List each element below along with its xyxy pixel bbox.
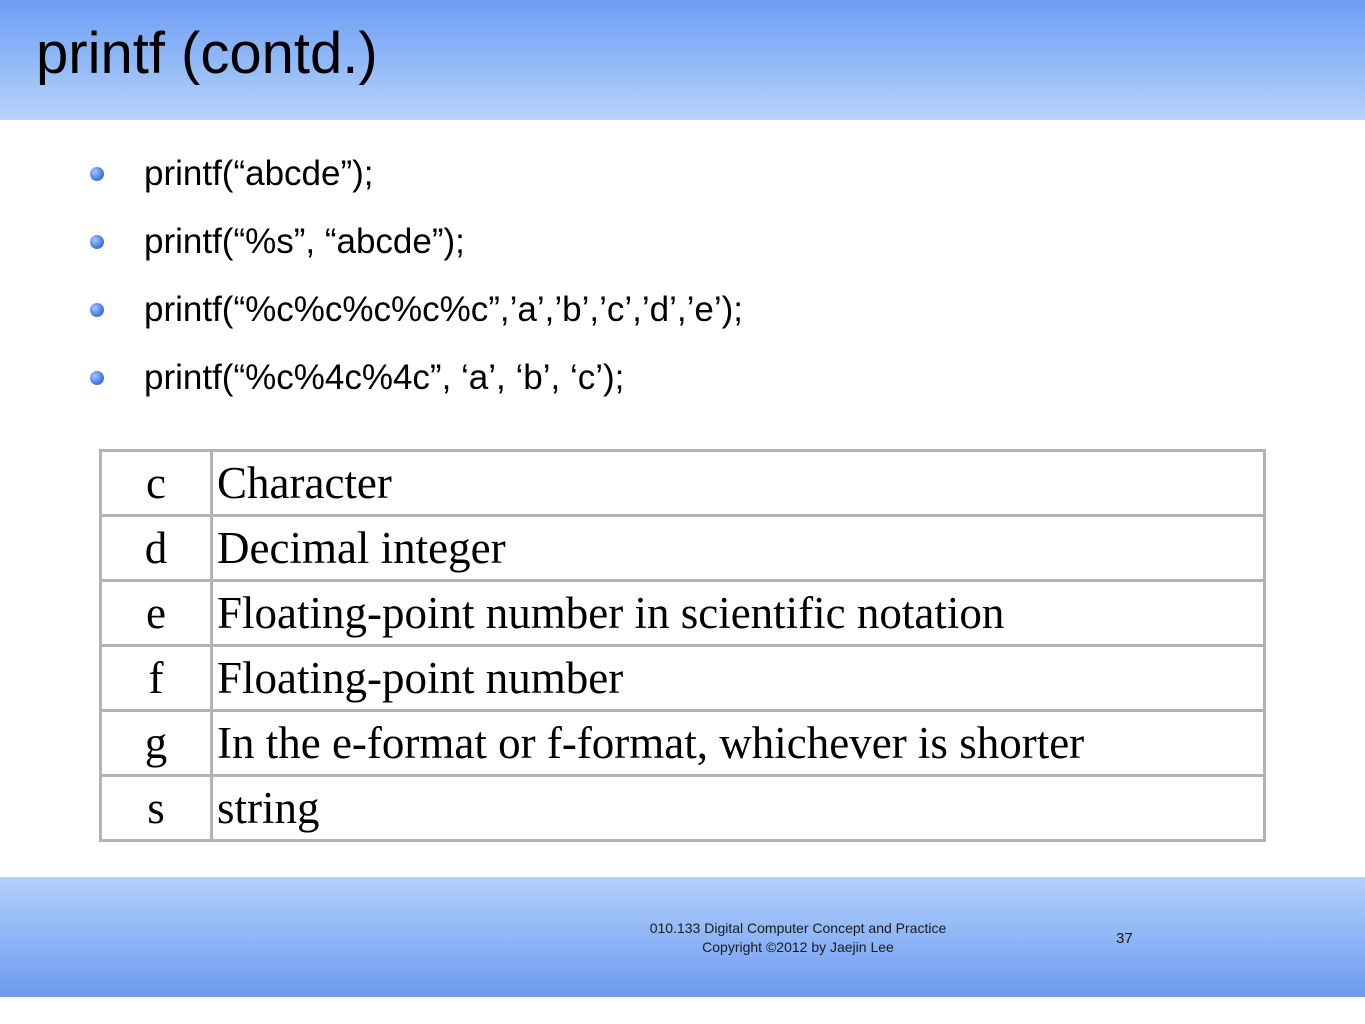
bullet-item bbox=[90, 208, 743, 276]
bullet-dot-icon bbox=[90, 167, 104, 181]
bullet-dot-icon bbox=[90, 235, 104, 249]
bullet-text: printf(“%c%4c%4c”, ‘a’, ‘b’, ‘c’); bbox=[144, 358, 625, 397]
slide-title: printf (contd.) bbox=[36, 21, 378, 86]
bullet-text: printf(“abcde”); bbox=[144, 154, 374, 193]
table-row bbox=[101, 646, 1265, 711]
table-row bbox=[101, 776, 1265, 841]
table-row bbox=[101, 451, 1265, 516]
table-row bbox=[101, 581, 1265, 646]
bullet-text: printf(“%s”, “abcde”); bbox=[144, 222, 465, 261]
bullet-dot-icon bbox=[90, 303, 104, 317]
specifier-code: g bbox=[101, 711, 212, 776]
specifier-code: s bbox=[101, 776, 212, 841]
table-row bbox=[101, 711, 1265, 776]
bullet-text: printf(“%c%c%c%c%c”,’a’,’b’,’c’,’d’,’e’); bbox=[144, 290, 743, 329]
format-specifier-table bbox=[99, 449, 1266, 842]
copyright-notice: Copyright ©2012 by Jaejin Lee bbox=[702, 939, 894, 955]
specifier-description: Character bbox=[212, 451, 1265, 516]
specifier-description: string bbox=[212, 776, 1265, 841]
bullet-item bbox=[90, 276, 743, 344]
course-title: 010.133 Digital Computer Concept and Practice bbox=[649, 920, 947, 936]
bullet-item bbox=[90, 344, 743, 412]
bullet-item bbox=[90, 140, 743, 208]
specifier-description: Floating-point number in scientific notation bbox=[212, 581, 1265, 646]
table-row bbox=[101, 516, 1265, 581]
specifier-code: c bbox=[101, 451, 212, 516]
specifier-description: In the e-format or f-format, whichever is shorter bbox=[212, 711, 1265, 776]
specifier-code: d bbox=[101, 516, 212, 581]
bullet-dot-icon bbox=[90, 371, 104, 385]
specifier-description: Decimal integer bbox=[212, 516, 1265, 581]
specifier-code: e bbox=[101, 581, 212, 646]
bullet-list bbox=[90, 140, 743, 412]
page-number: 37 bbox=[1116, 930, 1133, 947]
specifier-description: Floating-point number bbox=[212, 646, 1265, 711]
specifier-code: f bbox=[101, 646, 212, 711]
footer-course-info bbox=[600, 919, 996, 957]
